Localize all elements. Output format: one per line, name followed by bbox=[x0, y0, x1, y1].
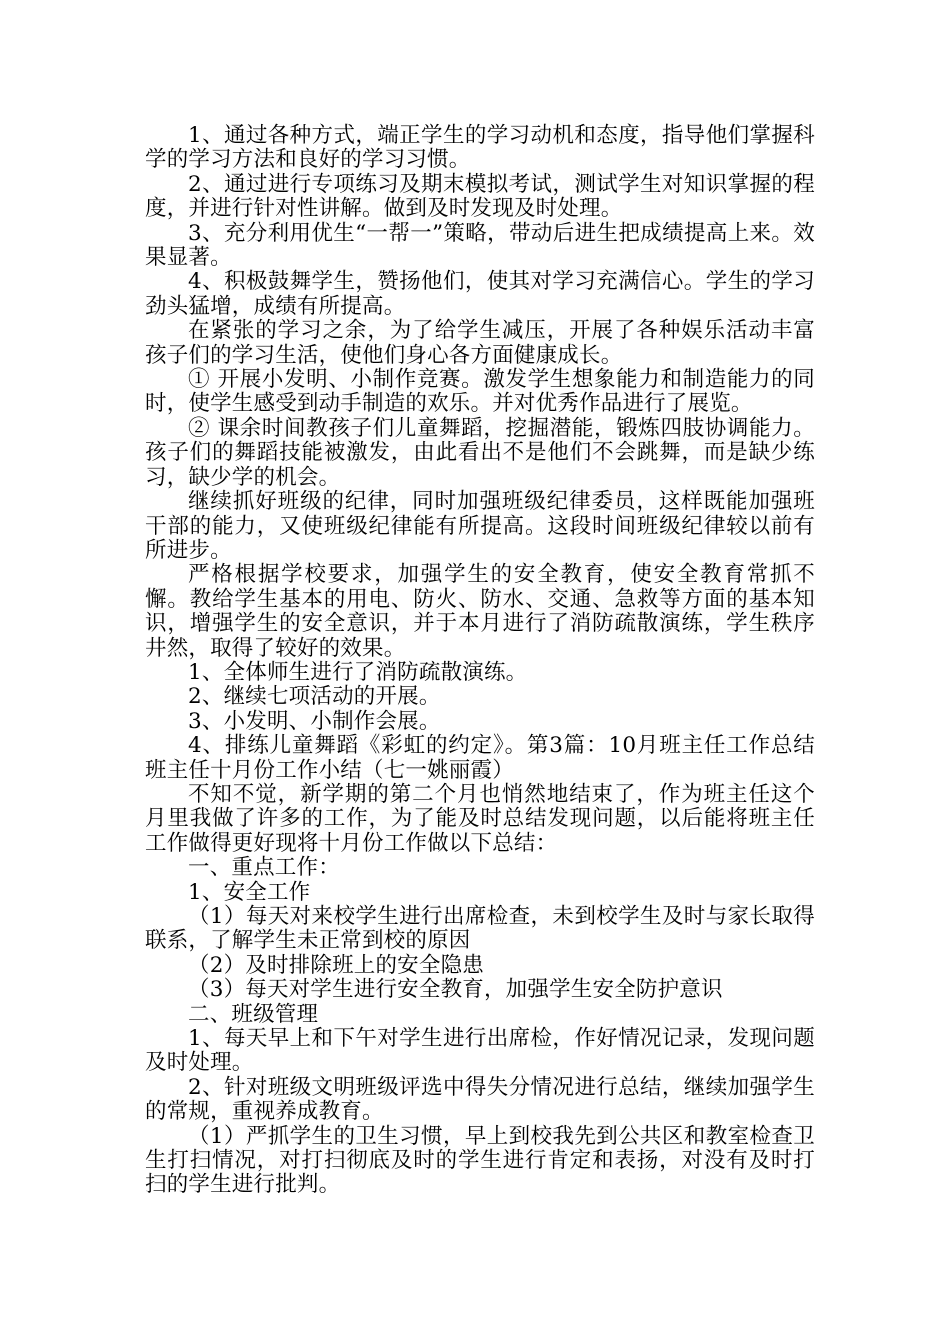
paragraph: 1、全体师生进行了消防疏散演练。 bbox=[188, 659, 528, 685]
paragraph: （3）每天对学生进行安全教育，加强学生安全防护意识 bbox=[188, 977, 723, 1003]
paragraph: 2、通过进行专项练习及期末模拟考试，测试学生对知识掌握的程度，并进行针对性讲解。做到及时发现及时处理。 bbox=[145, 171, 815, 222]
paragraph: 继续抓好班级的纪律，同时加强班级纪律委员，这样既能加强班干部的能力，又使班级纪律能有所提高。这段时间班级纪律较以前有所进步。 bbox=[145, 489, 815, 563]
paragraph: 在紧张的学习之余，为了给学生减压，开展了各种娱乐活动丰富孩子们的学习生活，使他们身心各方面健康成长。 bbox=[145, 318, 815, 368]
paragraph: 1、每天早上和下午对学生进行出席检，作好情况记录，发现问题及时处理。 bbox=[145, 1026, 815, 1076]
paragraph: 4、积极鼓舞学生，赞扬他们，使其对学习充满信心。学生的学习劲头猛增，成绩有所提高。 bbox=[145, 269, 815, 319]
paragraph: 2、针对班级文明班级评选中得失分情况进行总结，继续加强学生的常规，重视养成教育。 bbox=[145, 1074, 815, 1125]
paragraph: 3、充分利用优生“一帮一”策略，带动后进生把成绩提高上来。效果显著。 bbox=[145, 220, 815, 271]
paragraph: 不知不觉，新学期的第二个月也悄然地结束了，作为班主任这个月里我做了许多的工作，为了能及时总结发现问题，以后能将班主任工作做得更好现将十月份工作做以下总结： bbox=[145, 781, 815, 856]
paragraph: 1、安全工作 bbox=[188, 879, 311, 905]
paragraph: 4、排练儿童舞蹈《彩虹的约定》。第3篇：10月班主任工作总结班主任十月份工作小结（七一姚丽霞） bbox=[145, 733, 815, 783]
paragraph: ② 课余时间教孩子们儿童舞蹈，挖掘潜能，锻炼四肢协调能力。孩子们的舞蹈技能被激发，由此看出不是他们不会跳舞，而是缺少练习，缺少学的机会。 bbox=[145, 415, 815, 490]
paragraph: ① 开展小发明、小制作竞赛。激发学生想象能力和制造能力的同时，使学生感受到动手制造的欢乐。并对优秀作品进行了展览。 bbox=[145, 367, 815, 417]
paragraph: （1）每天对来校学生进行出席检查，未到校学生及时与家长取得联系，了解学生未正常到校的原因 bbox=[145, 904, 815, 954]
paragraph: （1）严抓学生的卫生习惯，早上到校我先到公共区和教室检查卫生打扫情况，对打扫彻底及时的学生进行肯定和表扬，对没有及时打扫的学生进行批判。 bbox=[145, 1123, 815, 1198]
section-heading: 二、班级管理 bbox=[188, 1001, 319, 1027]
paragraph: 严格根据学校要求，加强学生的安全教育，使安全教育常抓不懈。教给学生基本的用电、防火、防水、交通、急救等方面的基本知识，增强学生的安全意识，并于本月进行了消防疏散演练，学生秩序井然，取得了较好的效果。 bbox=[145, 562, 815, 661]
document-body bbox=[145, 124, 815, 1198]
paragraph: 3、小发明、小制作会展。 bbox=[188, 708, 441, 734]
paragraph: （2）及时排除班上的安全隐患 bbox=[188, 952, 484, 978]
paragraph: 2、继续七项活动的开展。 bbox=[188, 684, 441, 710]
paragraph: 1、通过各种方式，端正学生的学习动机和态度，指导他们掌握科学的学习方法和良好的学习习惯。 bbox=[145, 123, 815, 173]
section-heading: 一、重点工作： bbox=[188, 855, 340, 881]
